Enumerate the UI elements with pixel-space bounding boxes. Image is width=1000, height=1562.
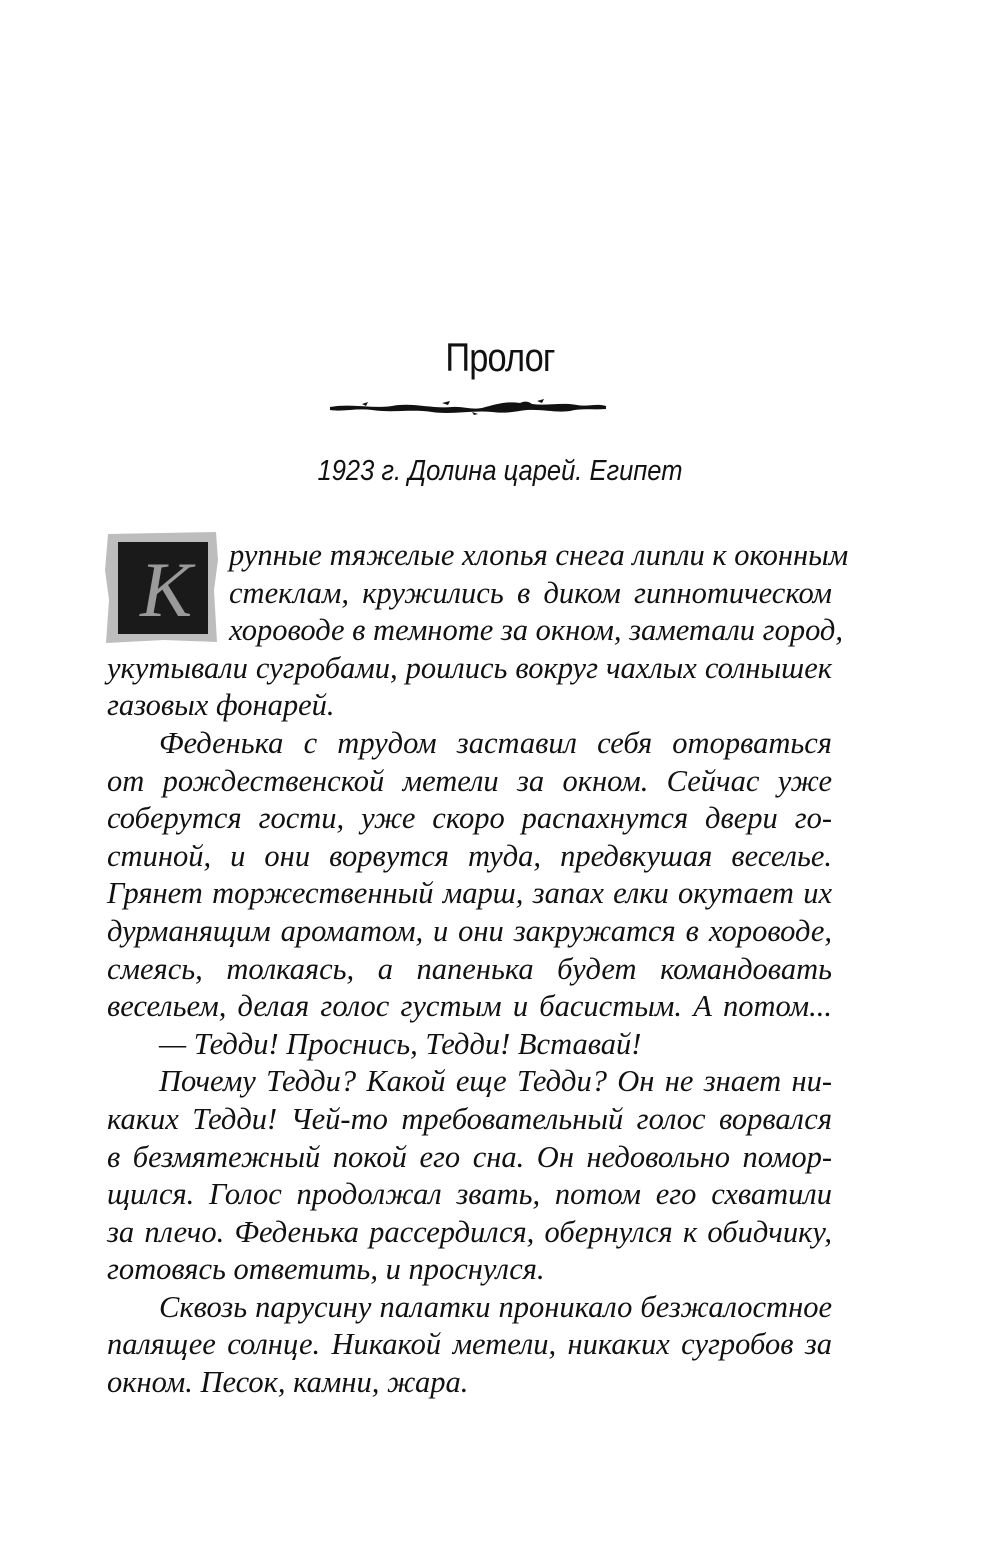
- text-line: Грянет торжественный марш, запах елки окутает их: [107, 876, 832, 911]
- text-line: Сквозь парусину палатки проникало безжалостное: [159, 1289, 832, 1324]
- place-date-line: 1923 г. Долина царей. Египет: [317, 455, 683, 487]
- text-line: хороводе в темноте за окном, заметали город,: [229, 613, 843, 648]
- text-line: стиной, и они ворвутся туда, предвкушая веселье.: [107, 838, 832, 873]
- brush-stroke-divider-icon: [322, 392, 612, 422]
- text-line: укутывали сугробами, роились вокруг чахлых солнышек: [107, 650, 832, 685]
- text-line: Почему Тедди? Какой еще Тедди? Он не знает ни-: [159, 1064, 832, 1099]
- text-line: в безмятежный покой его сна. Он недовольно помор-: [107, 1139, 832, 1174]
- text-line: смеясь, толкаясь, а папенька будет командовать: [107, 951, 832, 986]
- text-line: палящее солнце. Никакой метели, никаких сугробов за: [107, 1327, 832, 1362]
- text-line: стеклам, кружились в диком гипнотическом: [229, 575, 832, 610]
- text-line: окном. Песок, камни, жара.: [107, 1365, 469, 1400]
- text-line: газовых фонарей.: [107, 688, 335, 723]
- text-line: от рождественской метели за окном. Сейчас уже: [107, 763, 832, 798]
- text-line: соберутся гости, уже скоро распахнутся двери го-: [107, 801, 832, 836]
- text-line: готовясь ответить, и проснулся.: [107, 1252, 545, 1287]
- text-line: — Тедди! Проснись, Тедди! Вставай!: [159, 1026, 642, 1061]
- text-line: Феденька с трудом заставил себя оторваться: [159, 725, 832, 760]
- text-line: весельем, делая голос густым и басистым. А потом...: [107, 989, 832, 1024]
- text-line: щился. Голос продолжал звать, потом его схватили: [107, 1177, 832, 1212]
- text-line: за плечо. Феденька рассердился, обернулся к обидчику,: [107, 1214, 832, 1249]
- dropcap-letter: К: [140, 545, 192, 633]
- text-line: рупные тяжелые хлопья снега липли к оконным: [229, 538, 849, 572]
- chapter-title: Пролог: [445, 336, 555, 380]
- body-text: [107, 537, 849, 1402]
- text-line: дурманящим ароматом, и они закружатся в хороводе,: [107, 913, 832, 948]
- text-line: каких Тедди! Чей-то требовательный голос ворвался: [107, 1101, 832, 1136]
